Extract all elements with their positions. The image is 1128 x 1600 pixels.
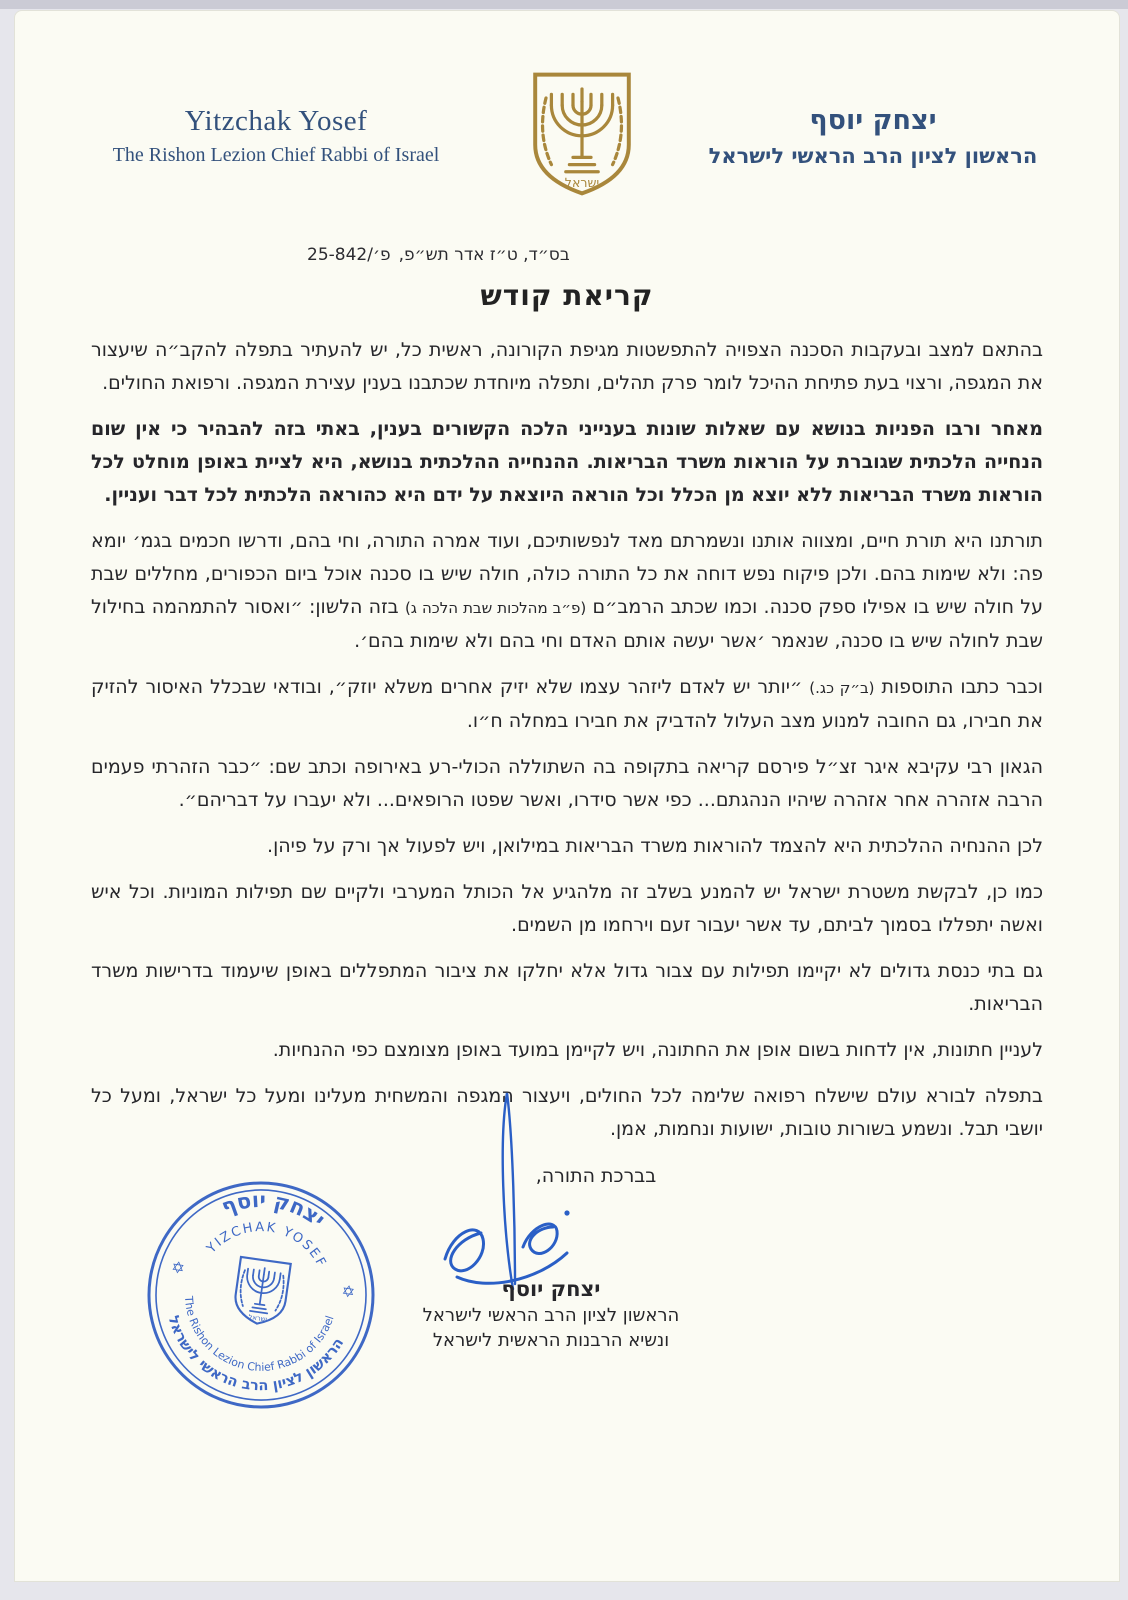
english-title: The Rishon Lezion Chief Rabbi of Israel [112, 144, 440, 166]
paragraph-4-citation: (ב״ק כג.) [809, 679, 875, 697]
paragraph-3 [91, 525, 1043, 658]
reference-number: 25-842/פ׳ [307, 245, 391, 265]
stamp-english-ring: The Rishon Lezion Chief Rabbi of Israel [181, 1295, 337, 1374]
document-title: קריאת קודש [480, 279, 654, 312]
paragraph-4-continuation: ״יותר יש לאדם ליזהר עצמו שלא יזיק אחרים משלא יוזק״, ובודאי שבכלל האיסור להזיק את חבירו, גם החובה למנוע מצב העלול להדביק את חבירו במחלה ח״ו. [91, 676, 1043, 732]
signature-area [91, 1159, 1043, 1459]
state-emblem-icon [522, 69, 642, 203]
official-round-stamp [141, 1175, 381, 1415]
letterhead [91, 69, 1043, 203]
star-of-david-icon-left: ✡ [170, 1257, 186, 1279]
paragraph-4-text: וכבר כתבו התוספות [874, 676, 1043, 698]
star-of-david-icon-right: ✡ [340, 1281, 357, 1302]
letter-body [91, 334, 1043, 1146]
paragraph-4 [91, 671, 1043, 738]
reference-date: בס״ד, ט״ז אדר תש״פ, [398, 245, 570, 265]
paragraph-8: גם בתי כנסת גדולים לא יקיימו תפילות עם צבור גדול אלא יחלקו את ציבור המתפללים באופן שיעמוד בדרישות משרד הבריאות. [91, 960, 1043, 1015]
paragraph-10: בתפלה לבורא עולם שישלח רפואה שלימה לכל החולים, ויעצור המגפה והמשחית מעלינו ומעל כל ישראל, ומעל כל יושבי תבל. ונשמע בשורות טובות, ישועות ונחמות, אמן. [91, 1085, 1043, 1140]
paragraph-5: הגאון רבי עקיבא איגר זצ״ל פירסם קריאה בתקופה בה השתוללה הכולי-רע באירופה וכתב שם: ״כבר הזהרתי פעמים הרבה אזהרה אחר אזהרה שיהיו הנהגתם... כפי אשר סידרו, ואשר שפטו הרופאים... ולא יעברו על דבריהם״. [91, 756, 1043, 811]
hebrew-title: הראשון לציון הרב הראשי לישראל [708, 143, 1038, 168]
stamp-hebrew-ring: הראשון לציון הרב הראשי לישראל [164, 1313, 348, 1395]
paragraph-6: לכן ההנחיה ההלכתית היא להצמד להוראות משרד הבריאות במילואן, ויש לפעול אך ורק על פיהן. [267, 835, 1043, 857]
stamp-english-name: YIZCHAK YOSEF [204, 1220, 330, 1271]
paragraph-3-continuation: בזה הלשון: ״ואסור להתמהמה בחילול שבת לחולה שיש בו סכנה, שנאמר ׳אשר יעשה אותם האדם וחי בהם ולא שימות בהם׳. [91, 596, 1043, 652]
paragraph-3-text: תורתנו היא תורת חיים, ומצווה אותנו ונשמרתם מאד לנפשותיכם, ועוד אמרה התורה, וחי בהם, ודרשו חכמים בגמ׳ יומא פה: ולא שימות בהם. ולכן פיקוח נפש דוחה את כל התורה כולה, חולה שיש בו סכנה אוכל ביום הכפורים, מחללים שבת על חולה שיש בו אפילו ספק סכנה. וכמו שכתב הרמב״ם [91, 530, 1043, 618]
paragraph-3-citation: (פ״ב מהלכות שבת הלכה ג) [404, 599, 587, 617]
paragraph-1: בהתאם למצב ובעקבות הסכנה הצפויה להתפשטות מגיפת הקורונה, ראשית כל, יש להעתיר בתפלה להקב״ה שיעצור את המגפה, ורצוי בעת פתיחת ההיכל לומר פרק תהלים, ותפלה מיוחדת שכתבנו בענין עצירת המגפה. ורפואת החולים. [91, 339, 1043, 394]
signer-title-2: ונשיא הרבנות הראשית לישראל [432, 1330, 670, 1351]
letterhead-hebrew [703, 105, 1043, 168]
paragraph-7: כמו כן, לבקשת משטרת ישראל יש להמנע בשלב זה מלהגיע אל הכותל המערבי ולקיים שם תפילות המוניות. וכל איש ואשה יתפללו בסמוך לביתם, עד אשר יעבור זעם וירחמו מן השמים. [91, 881, 1043, 936]
paragraph-9: לעניין חתונות, אין לדחות בשום אופן את החתונה, ויש לקיימן במועד באופן מצומצם כפי ההנחיות. [272, 1039, 1043, 1061]
stamp-hebrew-name: יצחק יוסף [218, 1187, 330, 1232]
english-name: Yitzchak Yosef [184, 105, 368, 137]
signature-block [401, 1277, 701, 1351]
hebrew-name: יצחק יוסף [809, 104, 937, 136]
letter-page [14, 10, 1120, 1582]
signer-title-1: הראשון לציון הרב הראשי לישראל [422, 1305, 680, 1326]
closing-blessing: בברכת התורה, [535, 1165, 657, 1187]
signer-name: יצחק יוסף [501, 1277, 601, 1301]
paragraph-2-bold: מאחר ורבו הפניות בנושא עם שאלות שונות בענייני הלכה הקשורים בענין, באתי בזה להבהיר כי אין שום הנחייה הלכתית שגוברת על הוראות משרד הבריאות. ההנחייה ההלכתית בנושא, היא לציית באופן מוחלט לכל הוראות משרד הבריאות ללא יוצא מן הכלל וכל הוראה היוצאת על ידם היא כהוראה הלכתית לכל דבר ועניין. [91, 418, 1043, 506]
reference-line [307, 245, 1043, 265]
letterhead-english [91, 105, 461, 167]
